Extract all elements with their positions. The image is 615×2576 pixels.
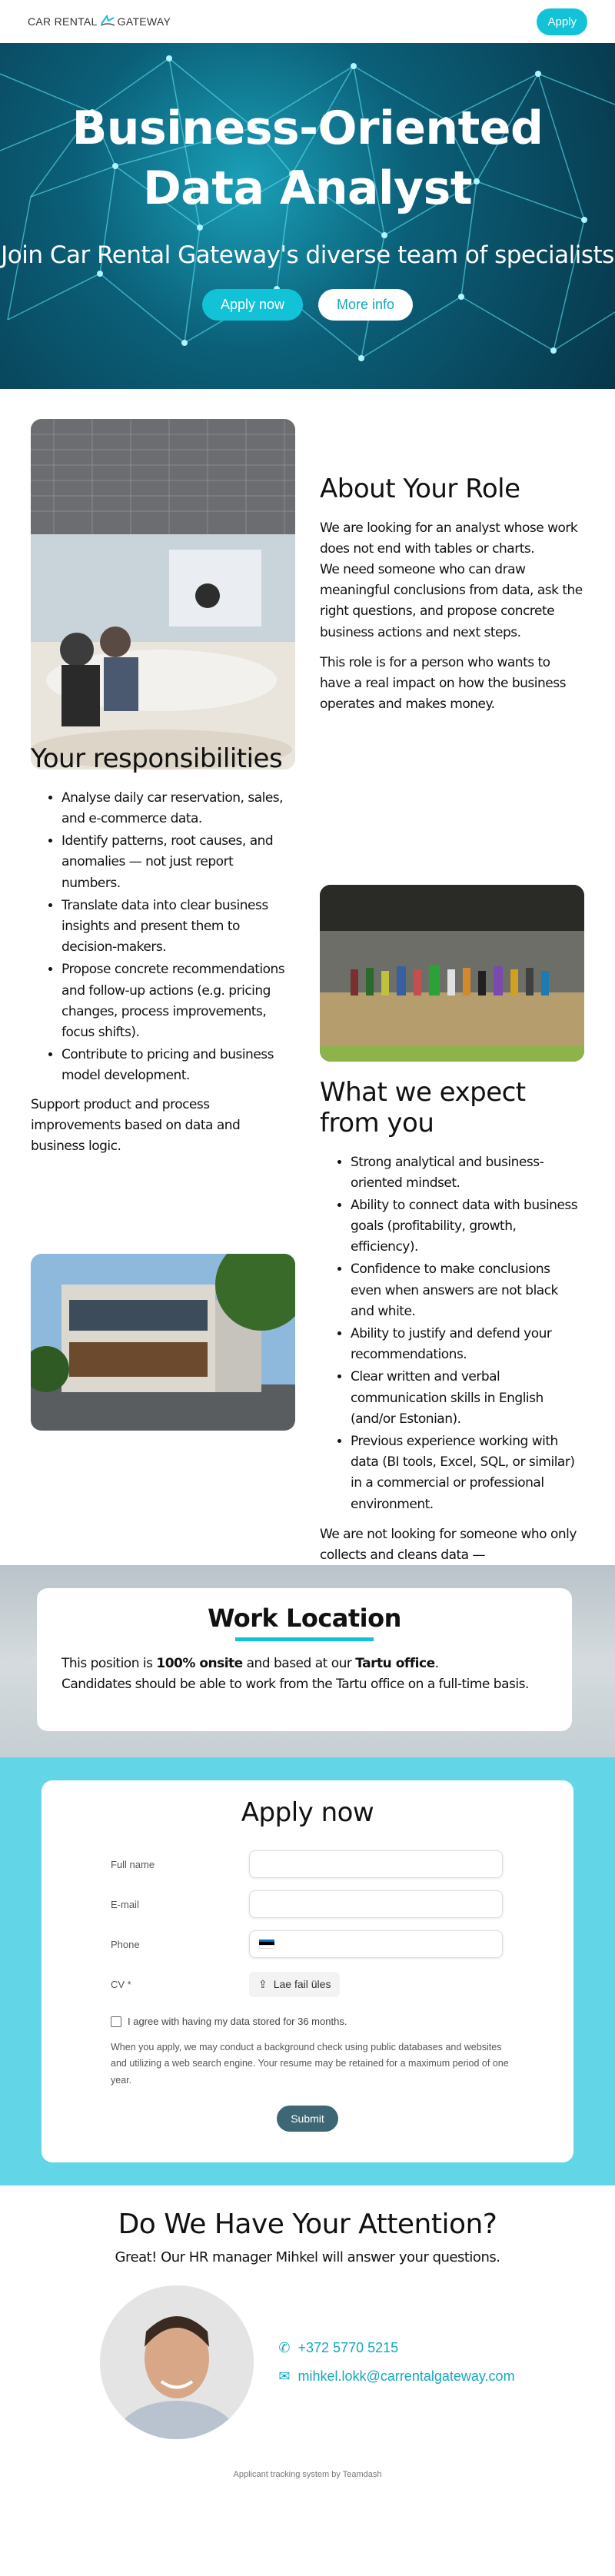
phone-icon: ✆ — [278, 2339, 291, 2355]
list-item: • Previous experience working with data (BI tools, Excel, SQL, or similar) in a commercial or professional environment. — [351, 1431, 584, 1515]
top-bar — [0, 0, 615, 43]
responsibilities-section — [0, 743, 615, 1154]
email-label: E-mail — [111, 1898, 139, 1910]
email-input[interactable] — [249, 1890, 503, 1918]
about-paragraph-2: We need someone who can draw meaningful conclusions from data, ask the right questions, and propose concrete business actions and next steps. — [320, 562, 583, 640]
responsibilities-footer: Support product and process improvements based on data and business logic. — [31, 1096, 241, 1154]
work-location-card — [37, 1588, 572, 1731]
upload-file-button[interactable] — [249, 1972, 340, 1997]
list-item: • Confidence to make conclusions even when answers are not black and white. — [351, 1259, 584, 1322]
full-name-label: Full name — [111, 1858, 155, 1870]
contact-section — [0, 2185, 615, 2493]
more-info-button[interactable]: More info — [318, 289, 413, 321]
expectations-list — [320, 1152, 584, 1515]
about-paragraph-1: We are looking for an analyst whose work does not end with tables or charts. — [320, 520, 578, 557]
work-location-section — [0, 1565, 615, 1757]
car-logo-icon — [99, 13, 116, 30]
hr-manager-avatar — [100, 2285, 254, 2439]
job-title: Business-Oriented Data Analyst — [71, 101, 544, 215]
expectations-section — [0, 1076, 615, 1565]
about-paragraph-3: This role is for a person who wants to have a real impact on how the business operates and makes money. — [320, 654, 566, 713]
apply-section — [0, 1757, 615, 2185]
list-item: • Propose concrete recommendations and follow-up actions (e.g. pricing changes, process improvements, focus shifts). — [62, 959, 295, 1043]
background-check-disclaimer: When you apply, we may conduct a background check using public databases and websites and utilizing a web search engine. Your resume may be retained for a maximum period of one year. — [111, 2042, 509, 2086]
email-link[interactable] — [278, 2368, 514, 2385]
consent-checkbox[interactable] — [111, 2016, 121, 2027]
list-item: • Translate data into clear business insights and present them to decision-makers. — [62, 896, 295, 959]
list-item: • Clear written and verbal communication skills in English (and/or Estonian). — [351, 1367, 584, 1430]
list-item: • Ability to justify and defend your recommendations. — [351, 1324, 584, 1365]
envelope-icon: ✉ — [278, 2368, 291, 2384]
apply-now-button[interactable]: Apply now — [202, 289, 303, 321]
list-item: • Strong analytical and business-oriented mindset. — [351, 1152, 584, 1194]
footer-credit[interactable]: Applicant tracking system by Teamdash — [233, 2469, 382, 2479]
phone-label: Phone — [111, 1938, 140, 1950]
expectations-heading: What we expect from you — [320, 1076, 526, 1138]
contact-heading: Do We Have Your Attention? — [118, 2208, 497, 2240]
phone-input[interactable] — [249, 1930, 503, 1958]
email-address: mihkel.lokk@carrentalgateway.com — [298, 2368, 515, 2384]
heading-underline — [235, 1637, 374, 1641]
office-meeting-photo — [31, 419, 295, 769]
phone-link[interactable] — [278, 2340, 514, 2356]
upload-label: Lae fail üles — [273, 1978, 331, 1990]
responsibilities-heading: Your responsibilities — [31, 743, 283, 774]
hero-subtitle: Join Car Rental Gateway's diverse team of specialists — [1, 241, 614, 269]
work-location-text-2: Candidates should be able to work from the Tartu office on a full-time basis. — [62, 1677, 529, 1693]
logo-text-right: GATEWAY — [117, 15, 171, 28]
upload-icon: ⇪ — [258, 1977, 268, 1990]
consent-checkbox-row[interactable] — [111, 2016, 504, 2027]
consent-label: I agree with having my data stored for 36 months. — [128, 2016, 347, 2027]
work-location-heading: Work Location — [208, 1604, 401, 1633]
contact-lead: Great! Our HR manager Mihkel will answer your questions. — [115, 2249, 500, 2265]
expectations-footer-1: We are not looking for someone who only collects and cleans data — — [320, 1526, 577, 1563]
office-building-photo — [31, 1254, 295, 1431]
apply-header-button[interactable]: Apply — [537, 8, 587, 35]
apply-heading: Apply now — [241, 1797, 374, 1828]
about-heading: About Your Role — [320, 473, 520, 504]
team-costume-photo — [320, 885, 584, 1062]
list-item: • Ability to connect data with business goals (profitability, growth, efficiency). — [351, 1195, 584, 1258]
list-item: • Contribute to pricing and business model development. — [62, 1045, 295, 1086]
about-section — [0, 389, 615, 781]
full-name-input[interactable] — [249, 1850, 503, 1878]
responsibilities-list — [31, 788, 295, 1087]
cv-label: CV * — [111, 1978, 131, 1990]
submit-button[interactable]: Submit — [277, 2106, 338, 2132]
list-item: • Identify patterns, root causes, and anomalies — not just report numbers. — [62, 831, 295, 894]
hero-section — [0, 43, 615, 389]
apply-form — [42, 1780, 573, 2162]
list-item: • Analyse daily car reservation, sales, and e-commerce data. — [62, 788, 295, 829]
logo-text-left: CAR RENTAL — [28, 15, 98, 28]
phone-number: +372 5770 5215 — [298, 2339, 399, 2355]
estonia-flag-icon[interactable] — [259, 1939, 274, 1949]
work-location-text-1: This position is 100% onsite and based at our Tartu office. — [62, 1656, 439, 1671]
logo[interactable] — [28, 13, 171, 30]
